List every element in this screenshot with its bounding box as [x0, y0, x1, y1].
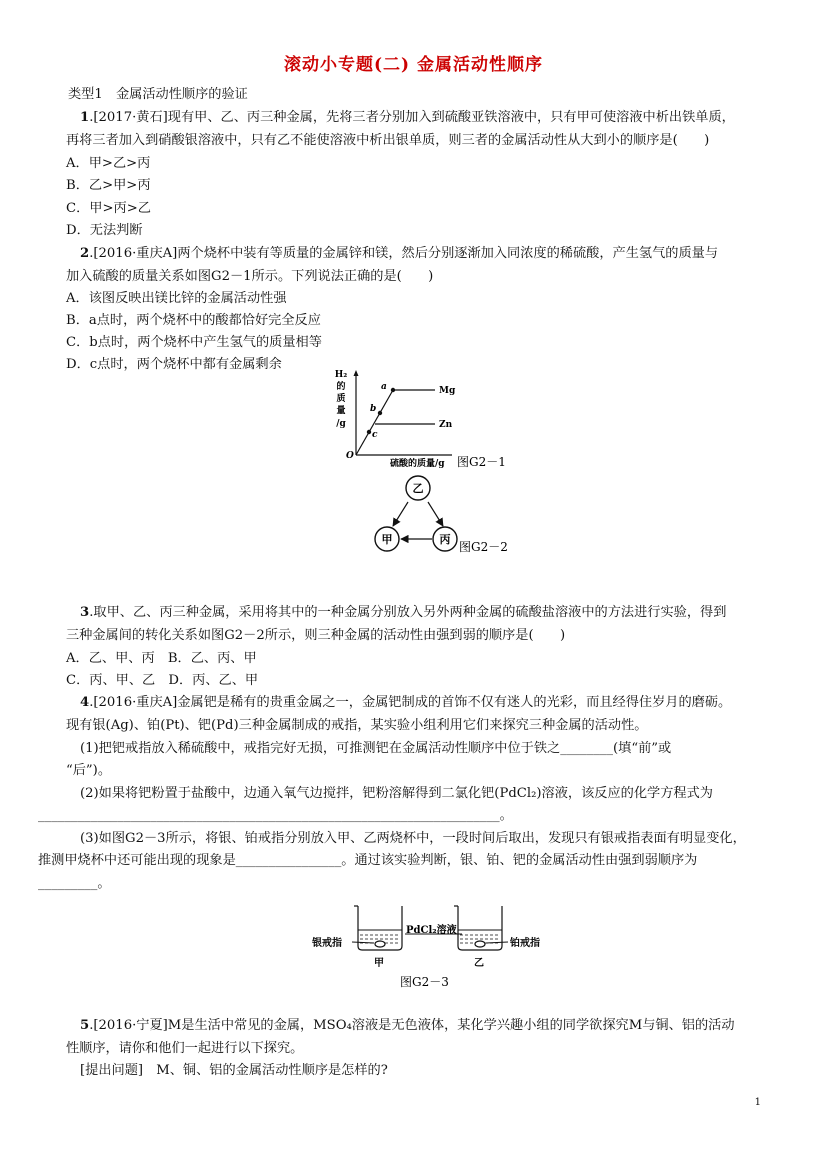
label-beaker-yi: 乙 [474, 958, 484, 969]
question-4-line-1 [80, 694, 731, 712]
figure-g2-1-caption: 图G2－1 [457, 455, 506, 469]
series-label-mg: Mg [439, 386, 456, 396]
question-3-stem: .取甲、乙、丙三种金属，采用将其中的一种金属分别放入另外两种金属的硫酸盐溶液中的方法进行实验，得到 [89, 605, 727, 620]
x-axis-label: 硫酸的质量/g [390, 459, 445, 469]
question-1-option-a: A．甲>乙>丙 [66, 156, 151, 171]
node-bing-label: 丙 [439, 533, 451, 546]
question-4-part-1a: (1)把钯戒指放入稀硫酸中，戒指完好无损，可推测钯在金属活动性顺序中位于铁之________(填“前”或 [80, 741, 672, 756]
question-2-option-c: C．b点时，两个烧杯中产生氢气的质量相等 [66, 335, 322, 350]
page-number: 1 [754, 1097, 761, 1108]
point-c-label: c [372, 430, 378, 440]
figure-g2-3-caption: 图G2－3 [400, 975, 449, 989]
label-beaker-jia: 甲 [374, 958, 384, 969]
platinum-ring [475, 941, 485, 947]
question-5-line-2: 性顺序，请你和他们一起进行以下探究。 [66, 1041, 304, 1056]
question-4-stem: .[2016·重庆A]金属钯是稀有的贵重金属之一，金属钯制成的首饰不仅有迷人的光彩，而且经得住岁月的磨砺。 [89, 695, 732, 710]
question-5-number: 5 [80, 1018, 90, 1033]
y-axis-arrow [354, 370, 359, 376]
page-title: 滚动小专题(二) 金属活动性顺序 [283, 55, 543, 75]
figure-g2-3 [310, 904, 560, 990]
y-axis-label-line-3: 质 [336, 394, 346, 404]
figure-g2-2 [368, 474, 528, 560]
question-3-line-1 [80, 604, 726, 622]
question-4-number: 4 [80, 695, 90, 710]
y-axis-label-line-2: 的 [336, 382, 346, 392]
question-1-option-d: D．无法判断 [66, 223, 143, 238]
origin-label: O [346, 451, 354, 461]
beaker-jia [354, 906, 402, 950]
y-axis-label-line-4: 量 [336, 406, 346, 416]
question-5-line-1 [80, 1017, 735, 1035]
question-2-number: 2 [80, 246, 90, 261]
question-3-options-2: C．丙、甲、乙 D．丙、乙、甲 [66, 673, 259, 688]
point-b-label: b [370, 404, 377, 414]
question-3-options-1: A．乙、甲、丙 B．乙、丙、甲 [66, 651, 257, 666]
question-4-line-2: 现有银(Ag)、铂(Pt)、钯(Pd)三种金属制成的戒指，某实验小组利用它们来探究三种金属的活动性。 [66, 718, 648, 733]
rising-line [356, 390, 393, 455]
question-4-part-1b: “后”)。 [66, 763, 112, 778]
leader-platinum [486, 942, 508, 943]
question-2-option-b: B．a点时，两个烧杯中的酸都恰好完全反应 [66, 313, 321, 328]
question-1-stem: .[2017·黄石]现有甲、乙、丙三种金属，先将三者分别加入到硫酸亚铁溶液中，只有甲可使溶液中析出铁单质， [89, 110, 735, 125]
question-2-stem: .[2016·重庆A]两个烧杯中装有等质量的金属锌和镁，然后分别逐渐加入同浓度的稀硫酸，产生氢气的质量与 [89, 246, 719, 261]
series-label-zn: Zn [439, 420, 453, 430]
arrow-yi-to-jia [393, 502, 408, 526]
question-3-line-2: 三种金属间的转化关系如图G2－2所示，则三种金属的活动性由强到弱的顺序是( ) [66, 628, 566, 643]
point-b [378, 411, 382, 415]
leader-silver [352, 942, 374, 943]
question-4-part-2a: (2)如果将钯粉置于盐酸中，边通入氧气边搅拌，钯粉溶解得到二氯化钯(PdCl₂)溶液，该反应的化学方程式为 [80, 786, 713, 801]
question-1-line-1 [80, 109, 735, 127]
question-1-option-b: B．乙>甲>丙 [66, 178, 151, 193]
silver-ring [375, 941, 385, 947]
y-axis-label-line-5: /g [336, 419, 346, 429]
beaker-yi [454, 906, 502, 950]
question-2-line-1 [80, 245, 718, 263]
label-pdcl2-solution: PdCl₂溶液 [406, 925, 457, 936]
question-2-option-d: D．c点时，两个烧杯中都有金属剩余 [66, 357, 282, 372]
label-platinum-ring: 铂戒指 [510, 938, 540, 949]
label-silver-ring: 银戒指 [312, 938, 342, 949]
point-a-label: a [381, 382, 387, 392]
question-4-part-2b: ______________________________________________________________________。 [38, 808, 513, 823]
question-4-part-3b: 推测甲烧杯中还可能出现的现象是________________。通过该实验判断，银、铂、钯的金属活动性由强到弱顺序为 [38, 853, 698, 868]
y-axis-label [335, 370, 348, 429]
question-5-stem: .[2016·宁夏]M是生活中常见的金属，MSO₄溶液是无色液体，某化学兴趣小组的同学欲探究M与铜、铝的活动 [89, 1018, 735, 1033]
question-4-part-3a: (3)如图G2－3所示，将银、铂戒指分别放入甲、乙两烧杯中，一段时间后取出，发现只有银戒指表面有明显变化， [80, 831, 746, 846]
question-1-option-c: C．甲>丙>乙 [66, 201, 151, 216]
figure-g2-1 [330, 366, 530, 474]
question-2-option-a: A．该图反映出镁比锌的金属活动性强 [66, 291, 287, 306]
arrow-yi-to-bing [428, 502, 443, 526]
question-2-line-2: 加入硫酸的质量关系如图G2－1所示。下列说法正确的是( ) [66, 269, 434, 284]
node-jia-label: 甲 [381, 533, 393, 546]
question-3-number: 3 [80, 605, 90, 620]
node-yi-label: 乙 [412, 482, 424, 495]
question-5-line-3: [提出问题] M、铜、铝的金属活动性顺序是怎样的? [80, 1063, 388, 1078]
figure-g2-2-caption: 图G2－2 [459, 540, 508, 554]
section-type: 类型1 金属活动性顺序的验证 [68, 87, 248, 102]
question-4-part-3c: _________。 [38, 876, 111, 891]
question-1-line-2: 再将三者加入到硝酸银溶液中，只有乙不能使溶液中析出银单质，则三者的金属活动性从大到小的顺序是( ) [66, 133, 710, 148]
y-axis-label-line-1: H₂ [334, 370, 348, 380]
point-a [391, 388, 395, 392]
point-c [367, 430, 371, 434]
question-1-number: 1 [80, 110, 90, 125]
